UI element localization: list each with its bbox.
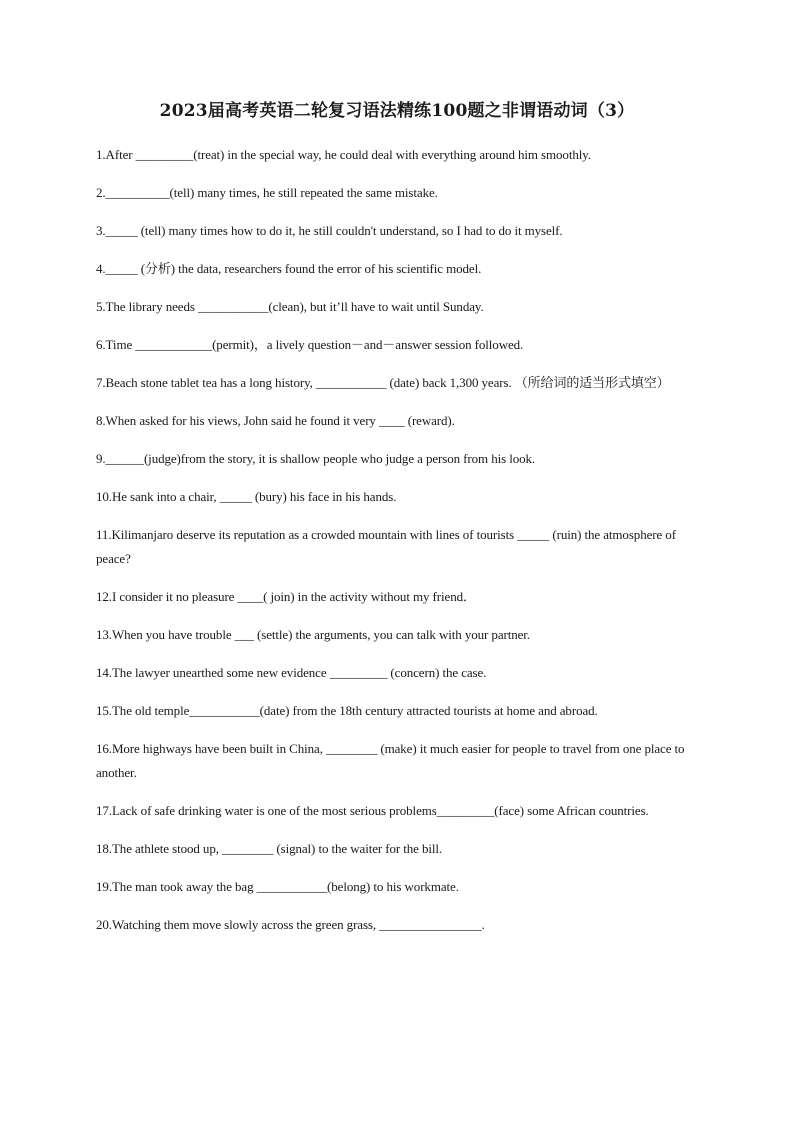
question-10: 10.He sank into a chair, _____ (bury) his face in his hands. bbox=[96, 489, 397, 504]
question-5: 5.The library needs ___________(clean), but it’ll have to wait until Sunday. bbox=[96, 299, 484, 314]
question-8: 8.When asked for his views, John said he found it very ____ (reward). bbox=[96, 413, 455, 428]
question-12: 12.I consider it no pleasure ____( join) in the activity without my friend． bbox=[96, 589, 476, 604]
question-1: 1.After _________(treat) in the special way, he could deal with everything around him smoothly. bbox=[96, 147, 591, 162]
question-13: 13.When you have trouble ___ (settle) the arguments, you can talk with your partner. bbox=[96, 627, 530, 642]
question-4: 4._____ (分析) the data, researchers found the error of his scientific model. bbox=[96, 261, 482, 276]
question-15: 15.The old temple___________(date) from the 18th century attracted tourists at home and abroad. bbox=[96, 703, 598, 718]
question-18: 18.The athlete stood up, ________ (signal) to the waiter for the bill. bbox=[96, 841, 443, 856]
question-6: 6.Time ____________(permit)，a lively question－and－answer session followed. bbox=[96, 337, 524, 352]
question-3: 3._____ (tell) many times how to do it, he still couldn't understand, so I had to do it myself. bbox=[96, 223, 563, 238]
question-2: 2.__________(tell) many times, he still repeated the same mistake. bbox=[96, 185, 438, 200]
question-17: 17.Lack of safe drinking water is one of the most serious problems_________(face) some African countries. bbox=[96, 803, 649, 818]
page-title: 2023届高考英语二轮复习语法精练100题之非谓语动词（3） bbox=[159, 101, 635, 121]
question-20: 20.Watching them move slowly across the green grass, ________________. bbox=[96, 917, 485, 932]
question-19: 19.The man took away the bag ___________(belong) to his workmate. bbox=[96, 879, 459, 894]
question-16: 16.More highways have been built in China, ________ (make) it much easier for people to travel from one place to another. bbox=[96, 741, 688, 780]
question-7: 7.Beach stone tablet tea has a long history, ___________ (date) back 1,300 years. （所给词的适当形式填空） bbox=[96, 375, 670, 390]
question-11: 11.Kilimanjaro deserve its reputation as a crowded mountain with lines of tourists _____ (ruin) the atmosphere of peace? bbox=[96, 527, 680, 566]
question-9: 9.______(judge)from the story, it is shallow people who judge a person from his look. bbox=[96, 451, 536, 466]
question-14: 14.The lawyer unearthed some new evidence _________ (concern) the case. bbox=[96, 665, 487, 680]
